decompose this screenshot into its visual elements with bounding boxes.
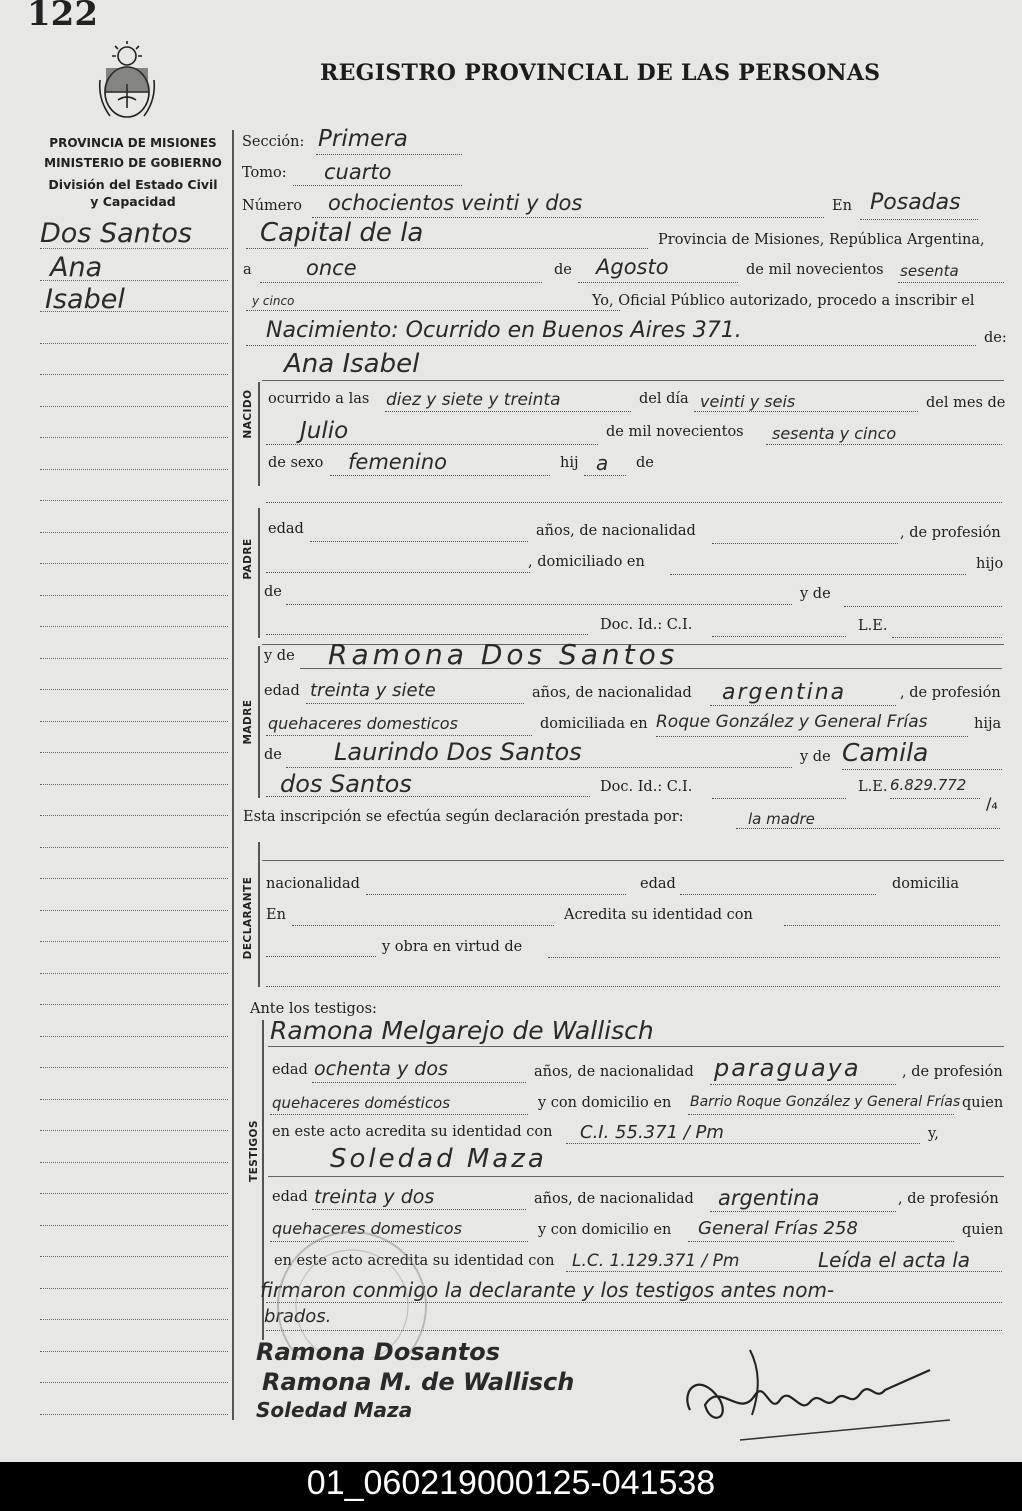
- sidebar-dotted-line: [40, 973, 228, 974]
- sidebar-dotted-line: [40, 689, 228, 690]
- testigo2-nombre-line: [268, 1176, 1004, 1177]
- mil-novecientos-nac-label: de mil novecientos: [606, 424, 744, 440]
- madre-padre-line: [286, 767, 792, 768]
- testigo1-prof-value: quehaceres domésticos: [272, 1094, 451, 1112]
- dia-value: once: [306, 256, 357, 280]
- declarante-obra-label: y obra en virtud de: [382, 939, 523, 955]
- anio-value-b: y cinco: [252, 294, 295, 308]
- padre-le-label: L.E.: [858, 618, 888, 634]
- sidebar-dotted-line: [40, 1319, 228, 1320]
- declarante-bracket: [258, 842, 260, 987]
- padre-domicilio-label: , domiciliado en: [528, 554, 645, 570]
- testigo1-edad-line: [312, 1082, 526, 1083]
- padre-de-label: de: [264, 584, 282, 600]
- seccion-label: Sección:: [242, 134, 305, 150]
- signature-mother: Ramona Dosantos: [256, 1338, 501, 1366]
- sexo-label: de sexo: [268, 455, 324, 471]
- madre-padre-value: Laurindo Dos Santos: [334, 738, 582, 766]
- ocurrido-label: ocurrido a las: [268, 391, 370, 407]
- hora-value: diez y siete y treinta: [386, 390, 561, 410]
- testigo1-edad-value: ochenta y dos: [314, 1058, 448, 1080]
- sidebar-dotted-line: [40, 878, 228, 879]
- official-signature: [660, 1330, 960, 1450]
- declarante-value: la madre: [748, 810, 815, 828]
- declarante-acredita-label: Acredita su identidad con: [564, 907, 753, 923]
- sidebar-dotted-line: [40, 563, 228, 564]
- sidebar-dotted-line: [40, 815, 228, 816]
- testigo1-nac-label: años, de nacionalidad: [534, 1064, 694, 1080]
- padre-le-line: [892, 637, 1002, 638]
- madre-de-label: de: [264, 747, 282, 763]
- testigo1-edad-label: edad: [272, 1062, 308, 1078]
- sidebar-dotted-line: [40, 406, 228, 407]
- nacido-bracket: [258, 382, 260, 486]
- mes-nac-line: [266, 444, 598, 445]
- sidebar-dotted-line: [40, 343, 228, 344]
- anio-nac-value: sesenta y cinco: [772, 424, 897, 443]
- declarante-edad-label: edad: [640, 876, 676, 892]
- org-line-division: División del Estado Civil: [48, 177, 218, 192]
- padre-edad-label: edad: [268, 521, 304, 537]
- anio-nac-line: [766, 444, 1002, 445]
- madre-domicilio-value: Roque González y General Frías: [656, 712, 928, 732]
- mil-novecientos-label: de mil novecientos: [746, 262, 884, 278]
- madre-ci-line: [712, 798, 846, 799]
- madre-madre-line: [842, 769, 1002, 770]
- testigo2-nac-label: años, de nacionalidad: [534, 1191, 694, 1207]
- padre-domicilio-line: [670, 574, 966, 575]
- testigo1-prof-label: , de profesión: [902, 1064, 1003, 1080]
- madre-hija-label: hija: [974, 716, 1002, 732]
- dia-nac-value: veinti y seis: [700, 392, 796, 411]
- testigo1-nombre-value: Ramona Melgarejo de Wallisch: [270, 1016, 654, 1045]
- declarante-en-line: [292, 925, 554, 926]
- declarante-domicilia-label: domicilia: [892, 876, 960, 892]
- sidebar-dotted-line: [40, 311, 228, 312]
- sidebar-dotted-line: [40, 1162, 228, 1163]
- declarante-en-label: En: [266, 907, 286, 923]
- testigo1-id-value: C.I. 55.371 / Pm: [580, 1122, 724, 1143]
- tomo-value: cuarto: [324, 160, 392, 184]
- sidebar-dotted-line: [40, 437, 228, 438]
- nacido-section-label: NACIDO: [242, 389, 254, 439]
- page-number: 122: [27, 0, 98, 34]
- capital-value: Capital de la: [260, 218, 424, 248]
- en-label: En: [832, 198, 852, 214]
- testigo1-domicilio-value: Barrio Roque González y General Frías: [690, 1094, 961, 1110]
- acto-value: Nacimiento: Ocurrido en Buenos Aires 371.: [266, 318, 742, 343]
- padre-doc-label: Doc. Id.: C.I.: [600, 617, 693, 633]
- sidebar-surname: Dos Santos: [40, 218, 192, 249]
- testigo2-domicilio-value: General Frías 258: [698, 1218, 858, 1239]
- declarante-nac-label: nacionalidad: [266, 876, 360, 892]
- margin-mark: /₄: [986, 794, 998, 813]
- inscripcion-label: Esta inscripción se efectúa según declaración prestada por:: [243, 809, 684, 825]
- testigo1-nac-line: [710, 1084, 896, 1085]
- padre-hijo-label: hijo: [976, 556, 1004, 572]
- sidebar-dotted-line: [40, 1004, 228, 1005]
- testigo2-quien-label: quien: [962, 1222, 1004, 1238]
- testigo1-domicilio-label: y con domicilio en: [538, 1095, 672, 1111]
- sidebar-dotted-line: [40, 847, 228, 848]
- testigo1-nac-value: paraguaya: [714, 1054, 861, 1082]
- tomo-line: [293, 185, 462, 186]
- padre-ci-line: [712, 636, 846, 637]
- padre-y-de-label: y de: [800, 586, 831, 602]
- sidebar-dotted-line: [40, 1130, 228, 1131]
- dia-nac-line: [694, 411, 918, 412]
- seccion-value: Primera: [318, 126, 408, 152]
- sidebar-dotted-line: [40, 1036, 228, 1037]
- testigo2-nac-value: argentina: [718, 1186, 820, 1210]
- declarante-extra-line: [266, 956, 376, 957]
- de-colon-label: de:: [984, 330, 1007, 346]
- madre-section-label: MADRE: [242, 699, 254, 745]
- sexo-value: femenino: [348, 450, 447, 474]
- sidebar-dotted-line: [40, 469, 228, 470]
- madre-prof-line: [266, 735, 532, 736]
- anio-value-a: sesenta: [900, 262, 959, 280]
- sidebar-dotted-line: [40, 1414, 228, 1415]
- testigo1-acredita-label: en este acto acredita su identidad con: [272, 1124, 553, 1140]
- declarante-edad-line: [680, 894, 876, 895]
- madre-prof-label: , de profesión: [900, 685, 1001, 701]
- sidebar-dotted-line: [40, 1099, 228, 1100]
- madre-nac-value: argentina: [722, 680, 847, 705]
- sidebar-dotted-line: [40, 626, 228, 627]
- sidebar-dotted-line: [40, 374, 228, 375]
- en-value: Posadas: [870, 190, 961, 215]
- anio-continuation-line: [246, 310, 620, 311]
- mes-value: Agosto: [596, 255, 669, 279]
- hij-label: hij: [560, 455, 579, 471]
- testigo2-id-value: L.C. 1.129.371 / Pm: [572, 1251, 740, 1271]
- madre-doc-label: Doc. Id.: C.I.: [600, 779, 693, 795]
- hij-line: [584, 475, 626, 476]
- madre-bracket: [258, 646, 260, 798]
- mes-nac-value: Julio: [300, 418, 349, 444]
- nacido-name-value: Ana Isabel: [284, 349, 420, 379]
- testigos-label: Ante los testigos:: [250, 1001, 377, 1017]
- sidebar-dotted-line: [40, 658, 228, 659]
- testigo2-domicilio-line: [688, 1241, 954, 1242]
- testigo2-edad-value: treinta y dos: [314, 1186, 435, 1208]
- hora-line: [385, 411, 631, 412]
- madre-prof-value: quehaceres domesticos: [268, 714, 458, 733]
- dia-line: [260, 282, 542, 283]
- tomo-label: Tomo:: [242, 165, 287, 181]
- madre-edad-value: treinta y siete: [310, 680, 436, 701]
- declarante-obra-line: [548, 957, 1000, 958]
- sidebar-dotted-line: [40, 532, 228, 533]
- sidebar-dotted-line: [40, 721, 228, 722]
- org-line-province: PROVINCIA DE MISIONES: [49, 136, 217, 150]
- padre-prof-label: , de profesión: [900, 525, 1001, 541]
- sidebar-dotted-line: [40, 1382, 228, 1383]
- testigo2-prof-label: , de profesión: [898, 1191, 999, 1207]
- signature-witness-1: Ramona M. de Wallisch: [262, 1368, 575, 1396]
- padre-nac-line: [712, 543, 898, 544]
- sidebar-dotted-line: [40, 752, 228, 753]
- sidebar-first-name: Ana: [50, 252, 103, 283]
- padre-bracket: [258, 508, 260, 638]
- mes-line: [578, 282, 738, 283]
- testigo1-prof-line: [270, 1114, 528, 1115]
- coat-of-arms-emblem: [96, 40, 158, 122]
- a-label: a: [243, 262, 252, 278]
- testigo1-domicilio-line: [688, 1114, 954, 1115]
- nacido-name-line: [262, 380, 1004, 381]
- numero-value: ochocientos veinti y dos: [328, 191, 583, 215]
- testigo2-domicilio-label: y con domicilio en: [538, 1222, 672, 1238]
- footer-code: 01_060219000125-041538: [306, 1464, 716, 1502]
- declarante-acredita-line: [784, 925, 1000, 926]
- yo-label: Yo, Oficial Público autorizado, procedo a inscribir el: [592, 293, 975, 309]
- madre-madre-value-b: dos Santos: [280, 770, 412, 798]
- sidebar-dotted-line: [40, 248, 228, 249]
- padre-section-label: PADRE: [242, 538, 254, 580]
- sidebar-dotted-line: [40, 941, 228, 942]
- madre-domicilio-label: domiciliada en: [540, 716, 648, 732]
- provincia-label: Provincia de Misiones, República Argentina,: [658, 232, 985, 248]
- nacido-blank-line: [266, 502, 1002, 503]
- en-line: [860, 219, 978, 220]
- madre-le-line: [890, 798, 980, 799]
- declarante-nombre-line: [736, 828, 1000, 829]
- sidebar-dotted-line: [40, 1193, 228, 1194]
- madre-le-label: L.E.: [858, 779, 888, 795]
- testigo1-id-line: [566, 1143, 920, 1144]
- signature-witness-2: Soledad Maza: [256, 1398, 413, 1422]
- closing-text-a: Leída el acta la: [818, 1248, 971, 1272]
- org-line-ministry: MINISTERIO DE GOBIERNO: [44, 156, 222, 170]
- sidebar-dotted-line: [40, 1256, 228, 1257]
- sidebar-dotted-line: [40, 1351, 228, 1352]
- seccion-line: [316, 154, 462, 155]
- testigo2-edad-line: [312, 1209, 526, 1210]
- numero-label: Número: [242, 198, 303, 214]
- madre-nombre-value: Ramona Dos Santos: [328, 638, 679, 671]
- testigo1-nombre-line: [268, 1046, 1004, 1047]
- declarante-blank-line: [266, 986, 1000, 987]
- org-line-capacity: y Capacidad: [90, 194, 176, 209]
- del-dia-label: del día: [639, 391, 689, 407]
- testigo1-y-label: y,: [928, 1126, 939, 1142]
- madre-y-de-label-2: y de: [800, 749, 831, 765]
- testigo2-prof-value: quehaceres domesticos: [272, 1219, 462, 1238]
- padre-nac-label: años, de nacionalidad: [536, 523, 696, 539]
- madre-edad-label: edad: [264, 683, 300, 699]
- sidebar-dotted-line: [40, 1067, 228, 1068]
- declarante-section-label: DECLARANTE: [242, 876, 254, 960]
- capital-line: [246, 248, 648, 249]
- hij-suffix-value: a: [596, 451, 609, 475]
- hij-de-label: de: [636, 455, 654, 471]
- anio-line: [898, 282, 1004, 283]
- sidebar-dotted-line: [40, 910, 228, 911]
- testigo1-quien-label: quien: [962, 1095, 1004, 1111]
- padre-madre-line: [844, 606, 1002, 607]
- madre-nac-label: años, de nacionalidad: [532, 685, 692, 701]
- madre-domicilio-line: [656, 736, 968, 737]
- left-margin-rule: [232, 130, 234, 1420]
- de-label: de: [554, 262, 572, 278]
- padre-padre-line: [286, 604, 792, 605]
- sexo-line: [330, 475, 550, 476]
- sidebar-middle-name: Isabel: [45, 284, 125, 315]
- madre-nac-line: [710, 705, 896, 706]
- closing-text-c: brados.: [264, 1306, 332, 1327]
- acto-line: [246, 345, 976, 346]
- madre-y-de-label: y de: [264, 648, 295, 664]
- declarante-top-rule: [262, 860, 1004, 861]
- document-title: REGISTRO PROVINCIAL DE LAS PERSONAS: [320, 60, 881, 86]
- sidebar-dotted-line: [40, 1288, 228, 1289]
- testigo2-acredita-label: en este acto acredita su identidad con: [274, 1253, 555, 1269]
- sidebar-dotted-line: [40, 500, 228, 501]
- declarante-nac-line: [366, 894, 626, 895]
- testigo2-edad-label: edad: [272, 1189, 308, 1205]
- testigo2-nombre-value: Soledad Maza: [330, 1144, 547, 1174]
- testigo2-nac-line: [710, 1211, 896, 1212]
- sidebar-dotted-line: [40, 595, 228, 596]
- padre-edad-line: [310, 541, 528, 542]
- padre-prof-line: [266, 572, 530, 573]
- sidebar-dotted-line: [40, 1225, 228, 1226]
- closing-text-b: firmaron conmigo la declarante y los testigos antes nom-: [260, 1278, 835, 1302]
- madre-madre-value-a: Camila: [842, 738, 929, 767]
- madre-le-value: 6.829.772: [890, 776, 967, 794]
- sidebar-dotted-line: [40, 784, 228, 785]
- testigos-section-label: TESTIGOS: [248, 1119, 260, 1183]
- padre-extra-line: [266, 634, 588, 635]
- madre-edad-line: [306, 703, 524, 704]
- sidebar-dotted-line: [40, 280, 228, 281]
- del-mes-label: del mes de: [926, 395, 1006, 411]
